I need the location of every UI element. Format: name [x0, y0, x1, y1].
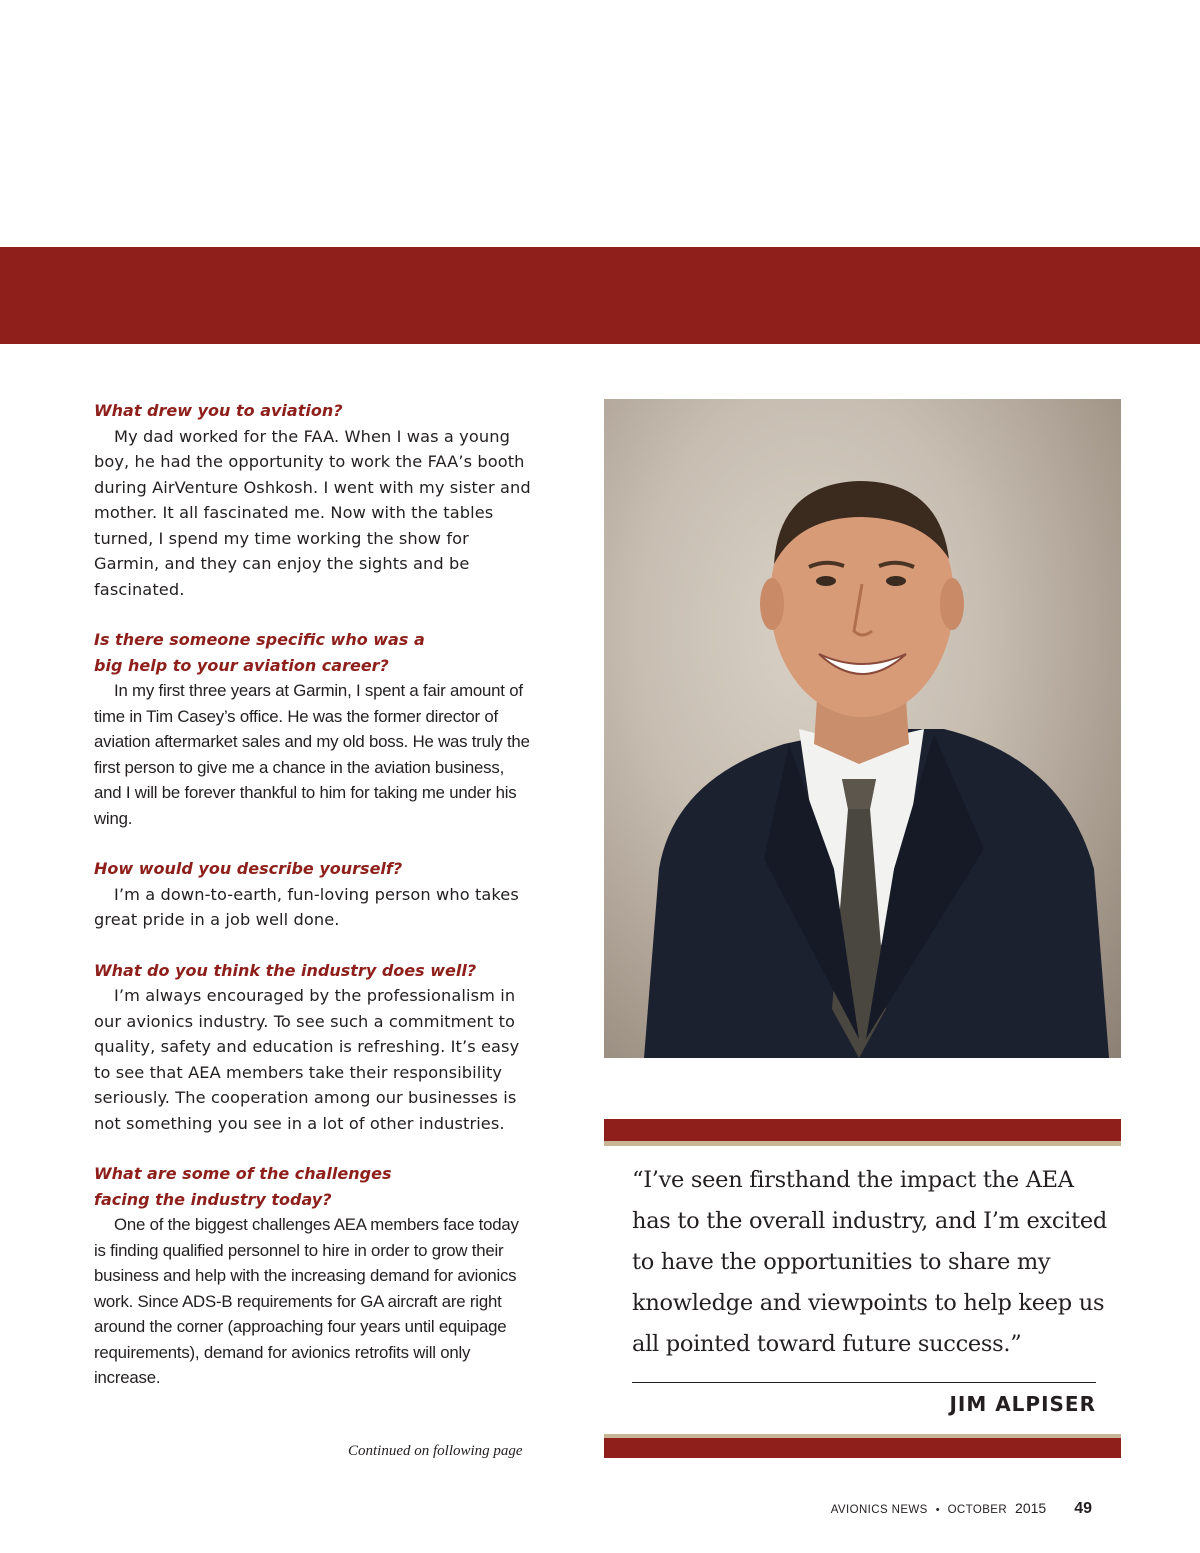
- issue-year: 2015: [1015, 1500, 1047, 1516]
- question-heading: How would you describe yourself?: [94, 859, 403, 878]
- qa-section: [94, 958, 534, 1137]
- answer-text: I’m always encouraged by the professionalism in our avionics industry. To see such a commitment to quality, safety and education is refreshing. It’s easy to see that AEA members take their responsibility seriously. The cooperation among our businesses is not something you see in a lot of other industries.: [94, 986, 520, 1133]
- answer-text: I’m a down-to-earth, fun-loving person who takes great pride in a job well done.: [94, 884, 519, 929]
- answer-text: My dad worked for the FAA. When I was a young boy, he had the opportunity to work the FAA’s booth during AirVenture Oshkosh. I went with my sister and mother. It all fascinated me. Now with the tables turned, I spend my time working the show for Garmin, and they can enjoy the sights and be fascinated.: [94, 426, 531, 599]
- quote-divider: [632, 1382, 1096, 1383]
- answer-text: One of the biggest challenges AEA members face today is finding qualified personnel to hire in order to grow their business and help with the increasing demand for avionics work. Since ADS-B requirements for GA aircraft are right around the corner (approaching four years until equipage requirements), demand for avionics retrofits will only increase.: [94, 1215, 519, 1387]
- portrait-illustration: [604, 399, 1121, 1058]
- question-heading: What drew you to aviation?: [94, 401, 343, 420]
- question-heading: Is there someone specific who was a big help to your aviation career?: [94, 630, 425, 675]
- answer-text: In my first three years at Garmin, I spent a fair amount of time in Tim Casey’s office. He was the former director of aviation aftermarket sales and my old boss. He was truly the first person to give me a chance in the aviation business, and I will be forever thankful to him for taking me under his wing.: [94, 681, 530, 828]
- question-heading: What do you think the industry does well?: [94, 960, 477, 980]
- quote-top-bar: [604, 1119, 1121, 1146]
- pull-quote: “I’ve seen firsthand the impact the AEA has to the overall industry, and I’m excited to have the opportunities to share my knowledge and viewpoints to help keep us all pointed toward future success.”: [632, 1167, 1107, 1357]
- publication-name: AVIONICS NEWS: [830, 1504, 928, 1516]
- issue-month: OCTOBER: [947, 1504, 1008, 1516]
- question-heading: What are some of the challenges facing the industry today?: [94, 1164, 392, 1209]
- page-footer: [831, 1500, 1092, 1518]
- qa-section: [94, 1161, 534, 1391]
- quote-attribution: JIM ALPISER: [949, 1392, 1096, 1416]
- portrait-photo: [604, 399, 1121, 1058]
- interview-column: [94, 398, 534, 1416]
- footer-separator: •: [935, 1504, 940, 1516]
- qa-section: [94, 398, 534, 602]
- header-banner: [0, 247, 1200, 344]
- continued-note: Continued on following page: [348, 1443, 523, 1459]
- page-number: 49: [1074, 1500, 1092, 1517]
- quote-bottom-bar: [604, 1434, 1121, 1458]
- qa-section: [94, 856, 534, 933]
- qa-section: [94, 627, 534, 831]
